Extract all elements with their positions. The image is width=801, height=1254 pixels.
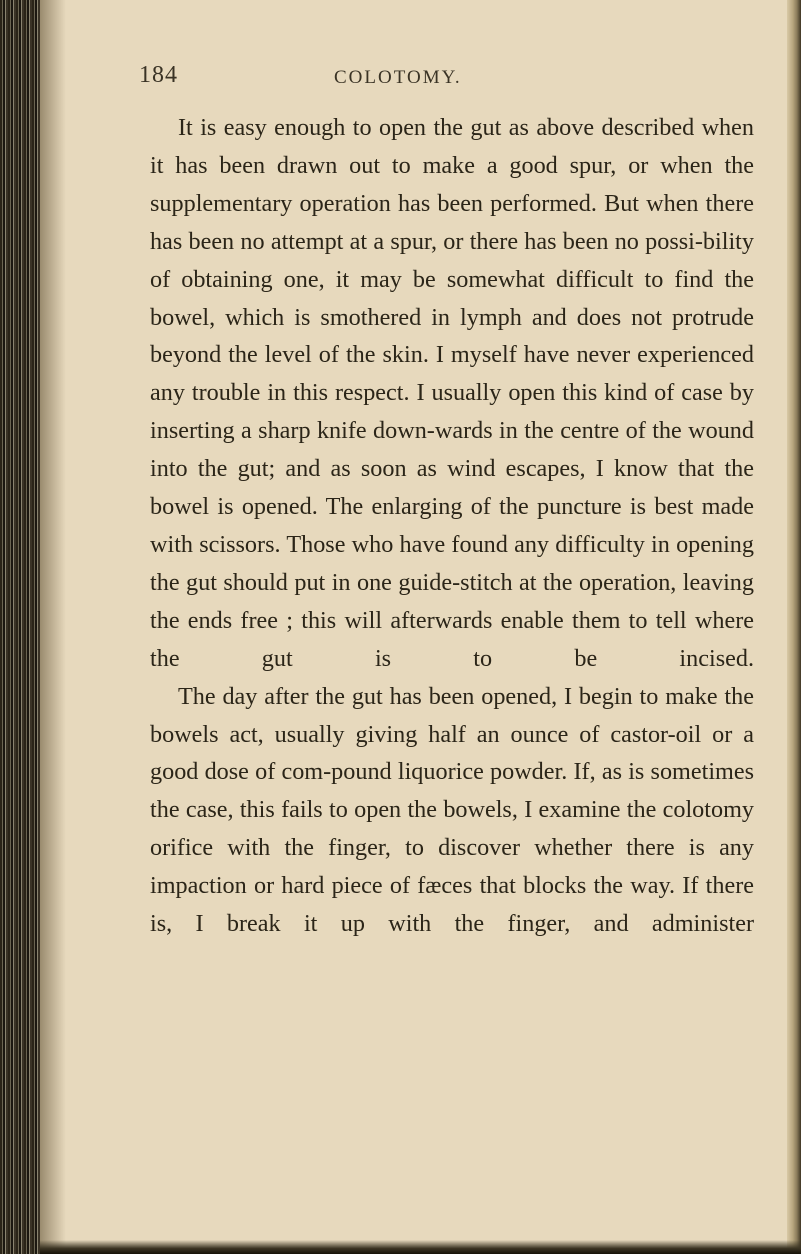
book-binding bbox=[0, 0, 40, 1254]
book-page bbox=[66, 0, 766, 1254]
page-number: 184 bbox=[139, 62, 178, 88]
binding-shadow bbox=[40, 0, 66, 1254]
paragraph-2: The day after the gut has been opened, I begin to make the bowels act, usually giving half an ounce of castor-oil or a good dose of com-pound liquorice powder. If, as is sometimes the case, this fails to open the bowels, I examine the colotomy orifice with the finger, to discover whether there is any impaction or hard piece of fæces that blocks the way. If there is, I break it up with the finger, and administer bbox=[150, 682, 754, 938]
running-title: COLOTOMY. bbox=[334, 67, 462, 88]
body-text bbox=[150, 109, 754, 943]
page-edge-right bbox=[787, 0, 801, 1254]
paragraph-1: It is easy enough to open the gut as above described when it has been drawn out to make a good spur, or when the supplementary operation has been performed. But when there has been no attempt at a spur, or there has been no possi-bility of obtaining one, it may be somewhat difficult to find the bowel, which is smothered in lymph and does not protrude beyond the level of the skin. I myself have never experienced any trouble in this respect. I usually open this kind of case by inserting a sharp knife down-wards in the centre of the wound into the gut; and as soon as wind escapes, I know that the bowel is opened. The enlarging of the puncture is best made with scissors. Those who have found any difficulty in opening the gut should put in one guide-stitch at the operation, leaving the ends free ; this will afterwards enable them to tell where the gut is to be incised. bbox=[150, 114, 754, 672]
